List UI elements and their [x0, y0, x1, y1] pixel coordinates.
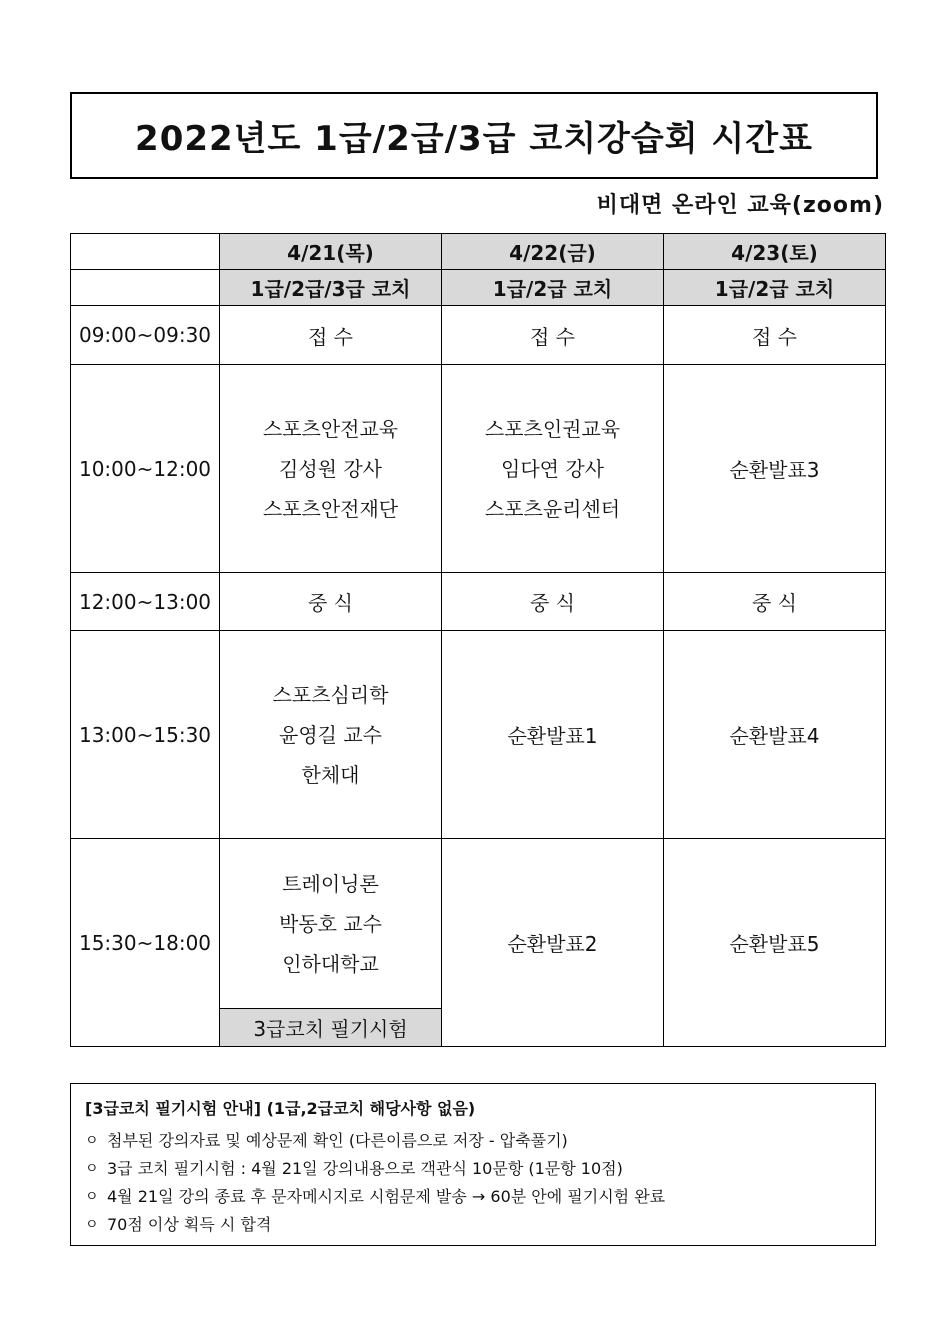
session-cell — [664, 631, 886, 839]
header-level-cell: 1급/2급 코치 — [664, 270, 886, 306]
session-line: 트레이닝론 — [282, 871, 379, 896]
notice-text: 4월 21일 강의 종료 후 문자메시지로 시험문제 발송 → 60분 안에 필기시험 완료 — [107, 1187, 666, 1206]
session-line: 순환발표1 — [507, 724, 598, 748]
time-cell: 09:00~09:30 — [71, 306, 220, 365]
time-cell: 12:00~13:00 — [71, 573, 220, 631]
notice-text: 첨부된 강의자료 및 예상문제 확인 (다른이름으로 저장 - 압축풀기) — [107, 1131, 568, 1150]
session-cell — [220, 631, 442, 839]
time-cell: 13:00~15:30 — [71, 631, 220, 839]
session-cell — [220, 306, 442, 365]
header-empty-cell — [71, 270, 220, 306]
table-row — [71, 365, 886, 573]
notice-title: [3급코치 필기시험 안내] (1급,2급코치 해당사항 없음) — [85, 1099, 476, 1118]
session-line: 접 수 — [308, 324, 353, 349]
session-line: 스포츠안전교육 — [262, 416, 399, 441]
session-cell — [442, 573, 664, 631]
session-line: 순환발표5 — [729, 932, 820, 956]
notice-text: 3급 코치 필기시험 : 4월 21일 강의내용으로 객관식 10문항 (1문항 10점) — [107, 1159, 623, 1178]
session-line: 접 수 — [530, 324, 575, 349]
session-line: 순환발표2 — [507, 932, 598, 956]
header-date-cell: 4/22(금) — [442, 234, 664, 270]
table-row — [71, 631, 886, 839]
time-cell: 10:00~12:00 — [71, 365, 220, 573]
schedule-table — [70, 233, 886, 1047]
list-item — [85, 1155, 861, 1183]
session-line: 스포츠안전재단 — [262, 496, 399, 521]
session-line: 윤영길 교수 — [279, 722, 382, 747]
session-line: 스포츠윤리센터 — [484, 496, 621, 521]
session-line: 순환발표3 — [729, 458, 820, 482]
bullet-icon: ㅇ — [85, 1133, 99, 1149]
table-row — [71, 306, 886, 365]
table-row — [71, 573, 886, 631]
session-line: 김성원 강사 — [279, 456, 382, 481]
session-cell — [664, 365, 886, 573]
list-item — [85, 1211, 861, 1239]
header-date-cell: 4/23(토) — [664, 234, 886, 270]
notice-box — [70, 1083, 876, 1246]
session-line: 한체대 — [301, 762, 360, 787]
header-row-dates — [71, 234, 886, 270]
session-cell — [442, 631, 664, 839]
session-line: 인하대학교 — [282, 951, 379, 976]
bullet-icon: ㅇ — [85, 1217, 99, 1233]
subtitle: 비대면 온라인 교육(zoom) — [596, 193, 884, 218]
session-line: 중 식 — [752, 591, 797, 615]
bullet-icon: ㅇ — [85, 1161, 99, 1177]
session-cell — [220, 365, 442, 573]
session-line: 중 식 — [308, 591, 353, 615]
session-cell — [442, 365, 664, 573]
bullet-icon: ㅇ — [85, 1189, 99, 1205]
session-cell — [664, 839, 886, 1047]
list-item — [85, 1127, 861, 1155]
header-level-cell: 1급/2급 코치 — [442, 270, 664, 306]
time-cell: 15:30~18:00 — [71, 839, 220, 1047]
header-level-cell: 1급/2급/3급 코치 — [220, 270, 442, 306]
header-date-cell: 4/21(목) — [220, 234, 442, 270]
session-line: 스포츠인권교육 — [484, 416, 621, 441]
session-line: 접 수 — [752, 324, 797, 349]
session-line: 순환발표4 — [729, 724, 820, 748]
session-line: 중 식 — [530, 591, 575, 615]
session-line: 스포츠심리학 — [272, 682, 389, 707]
session-cell — [220, 573, 442, 631]
header-row-levels — [71, 270, 886, 306]
table-row — [71, 839, 886, 1009]
title-box — [70, 92, 878, 179]
session-cell — [220, 839, 442, 1009]
list-item — [85, 1183, 861, 1211]
session-cell — [442, 306, 664, 365]
exam-cell: 3급코치 필기시험 — [220, 1009, 442, 1047]
session-line: 박동호 교수 — [279, 911, 382, 936]
session-line: 임다연 강사 — [501, 456, 604, 481]
session-cell — [664, 573, 886, 631]
session-cell — [664, 306, 886, 365]
session-cell — [442, 839, 664, 1047]
page-title: 2022년도 1급/2급/3급 코치강습회 시간표 — [135, 119, 813, 159]
notice-text: 70점 이상 획득 시 합격 — [107, 1215, 272, 1234]
header-empty-cell — [71, 234, 220, 270]
